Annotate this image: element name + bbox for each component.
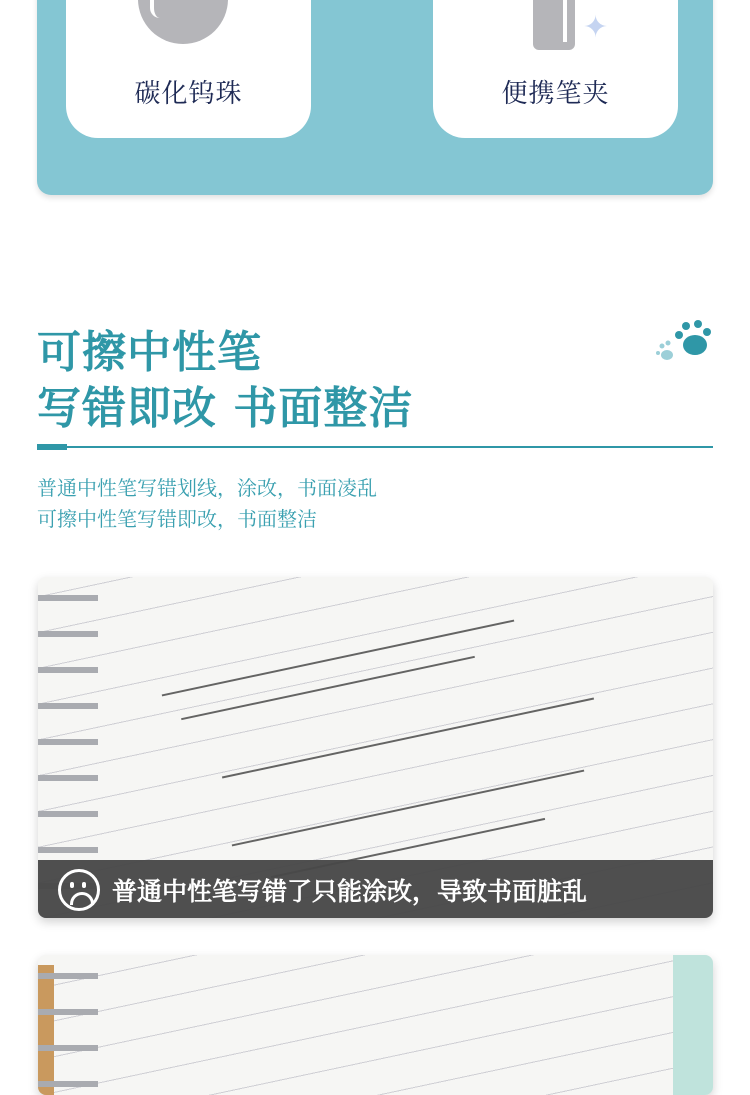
section-subtitle-line1: 普通中性笔写错划线，涂改，书面凌乱: [37, 476, 377, 500]
sad-face-icon: [58, 869, 100, 911]
feature-card-pen-clip: [433, 0, 678, 138]
feature-label: 碳化钨珠: [134, 79, 243, 109]
regular-pen-notebook-photo: [38, 577, 713, 918]
feature-card-tungsten-ball: [66, 0, 311, 138]
section-title-line2: 写错即改 书面整洁: [37, 383, 414, 434]
tungsten-ball-icon: [138, 0, 228, 44]
lined-paper: [38, 955, 713, 1095]
section-subtitle-line2: 可擦中性笔写错即改，书面整洁: [37, 507, 317, 531]
erasable-pen-notebook-photo: [38, 955, 713, 1095]
paw-icon: [652, 318, 716, 368]
caption-bar: [38, 860, 713, 918]
notebook-cover-edge: [673, 955, 713, 1095]
feature-label: 便携笔夹: [501, 79, 610, 109]
sparkle-icon: ✦: [583, 10, 609, 45]
spiral-binding: [38, 955, 98, 1095]
caption-text: 普通中性笔写错了只能涂改，导致书面脏乱: [112, 877, 588, 906]
section-title-line1: 可擦中性笔: [37, 327, 262, 378]
section-divider-accent: [37, 444, 67, 450]
feature-panel: [37, 0, 713, 195]
pen-clip-icon: [533, 0, 575, 50]
section-divider: [37, 446, 713, 448]
